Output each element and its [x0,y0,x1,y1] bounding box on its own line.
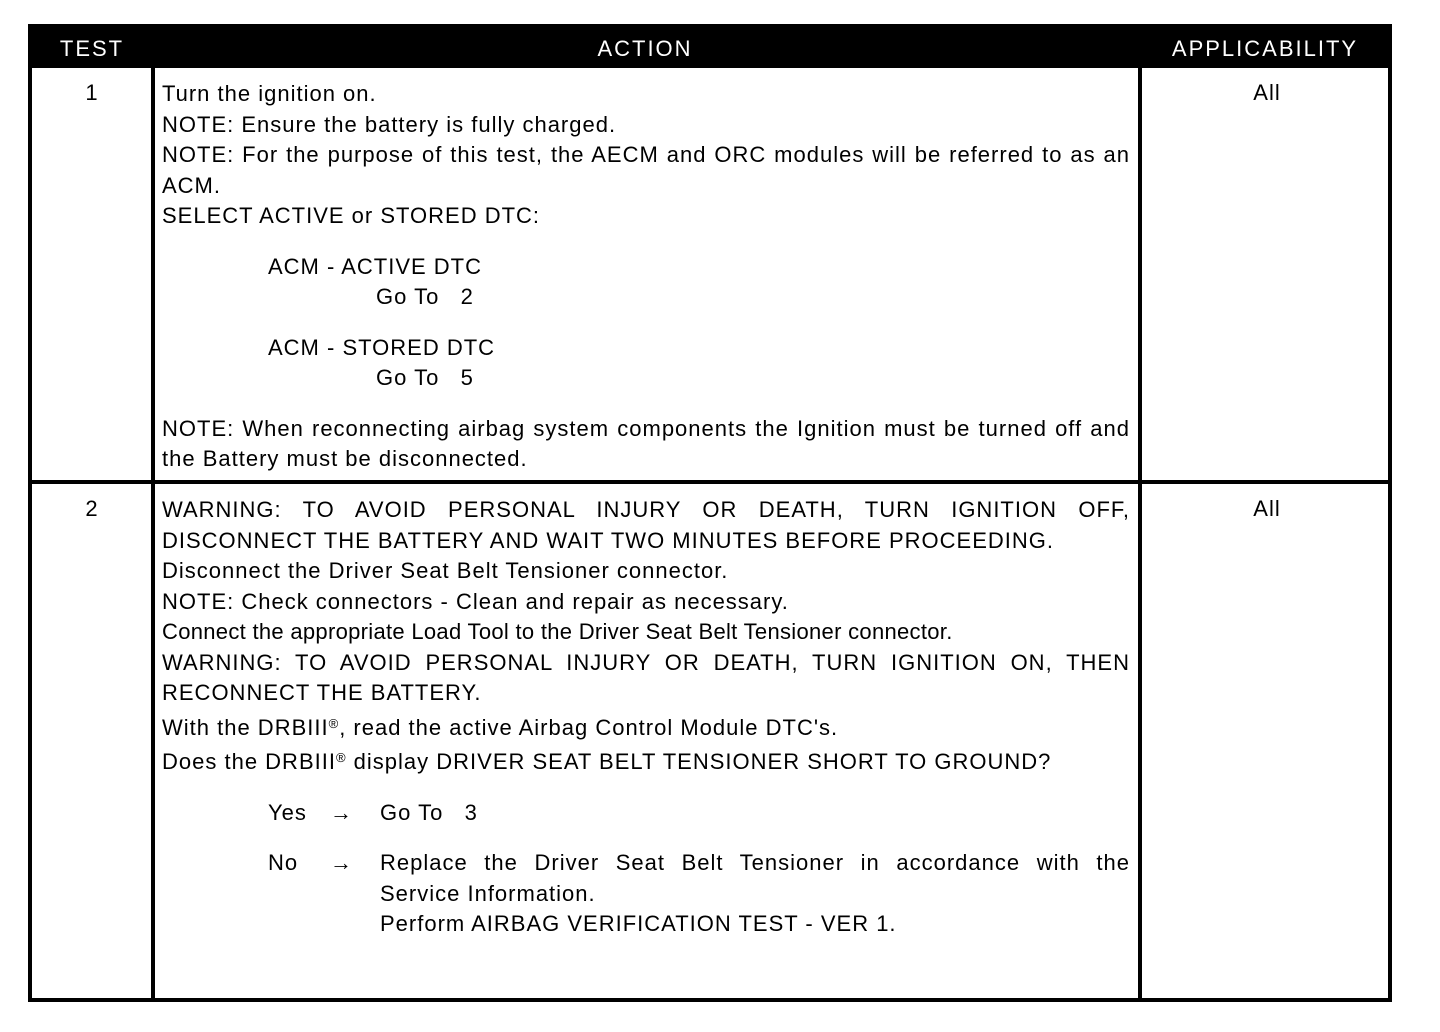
table-header [32,28,1388,68]
arrow-right-icon: → [330,799,353,825]
drb-prefix: With the DRBIII [162,714,329,740]
action-line: WARNING: TO AVOID PERSONAL INJURY OR DEATH, TURN IGNITION OFF, DISCONNECT THE BATTERY AND WAIT TWO MINUTES BEFORE PROCEEDING. [162,497,1130,553]
option-goto: Go To 5 [376,365,474,390]
action-line: NOTE: For the purpose of this test, the AECM and ORC modules will be referred to as an ACM. [162,142,1130,198]
yes-branch [162,798,1130,829]
action-cell-2 [162,495,1130,940]
action-line: Turn the ignition on. [162,81,377,106]
action-line: NOTE: Check connectors - Clean and repair as necessary. [162,588,789,614]
action-line [162,709,1130,744]
test-number-2: 2 [85,496,99,521]
row-divider [32,480,1388,484]
test-number-1: 1 [85,80,99,105]
no-label: No [268,850,299,875]
action-cell-1 [162,79,1130,475]
applicability-2: All [1253,496,1281,521]
diagnostic-table [28,24,1392,1002]
action-line: Disconnect the Driver Seat Belt Tensioner connector. [162,558,729,583]
yes-text: Go To 3 [380,799,478,825]
action-line: Connect the appropriate Load Tool to the Driver Seat Belt Tensioner connector. [162,619,953,644]
registered-mark: ® [328,715,340,731]
action-line: NOTE: Ensure the battery is fully charged. [162,111,617,137]
option-label: ACM - STORED DTC [268,334,496,360]
option-goto: Go To 2 [376,284,474,309]
action-line: SELECT ACTIVE or STORED DTC: [162,203,541,228]
question-line [162,743,1130,778]
no-branch [162,848,1130,940]
header-action: ACTION [597,36,693,61]
no-text-line1: Replace the Driver Seat Belt Tensioner in accordance with the Service Information. [380,850,1130,906]
applicability-1: All [1253,80,1281,105]
action-note: NOTE: When reconnecting airbag system components the Ignition must be turned off and the Battery must be disconnected. [162,415,1130,471]
header-test: TEST [59,36,125,61]
action-line: WARNING: TO AVOID PERSONAL INJURY OR DEATH, TURN IGNITION ON, THEN RECONNECT THE BATTERY. [162,649,1130,705]
option-label: ACM - ACTIVE DTC [268,253,483,279]
column-divider [151,68,155,998]
yes-label: Yes [268,799,307,825]
registered-mark: ® [335,750,347,765]
arrow-right-icon: → [330,850,353,875]
header-applicability: APPLICABILITY [1171,36,1359,61]
column-divider [1138,68,1142,998]
question-prefix: Does the DRBIII [162,749,336,774]
no-text [380,848,1130,940]
no-text-line2: Perform AIRBAG VERIFICATION TEST - VER 1. [380,911,897,936]
question-suffix: display DRIVER SEAT BELT TENSIONER SHORT TO GROUND? [346,749,1052,774]
drb-suffix: , read the active Airbag Control Module DTC's. [339,714,839,740]
